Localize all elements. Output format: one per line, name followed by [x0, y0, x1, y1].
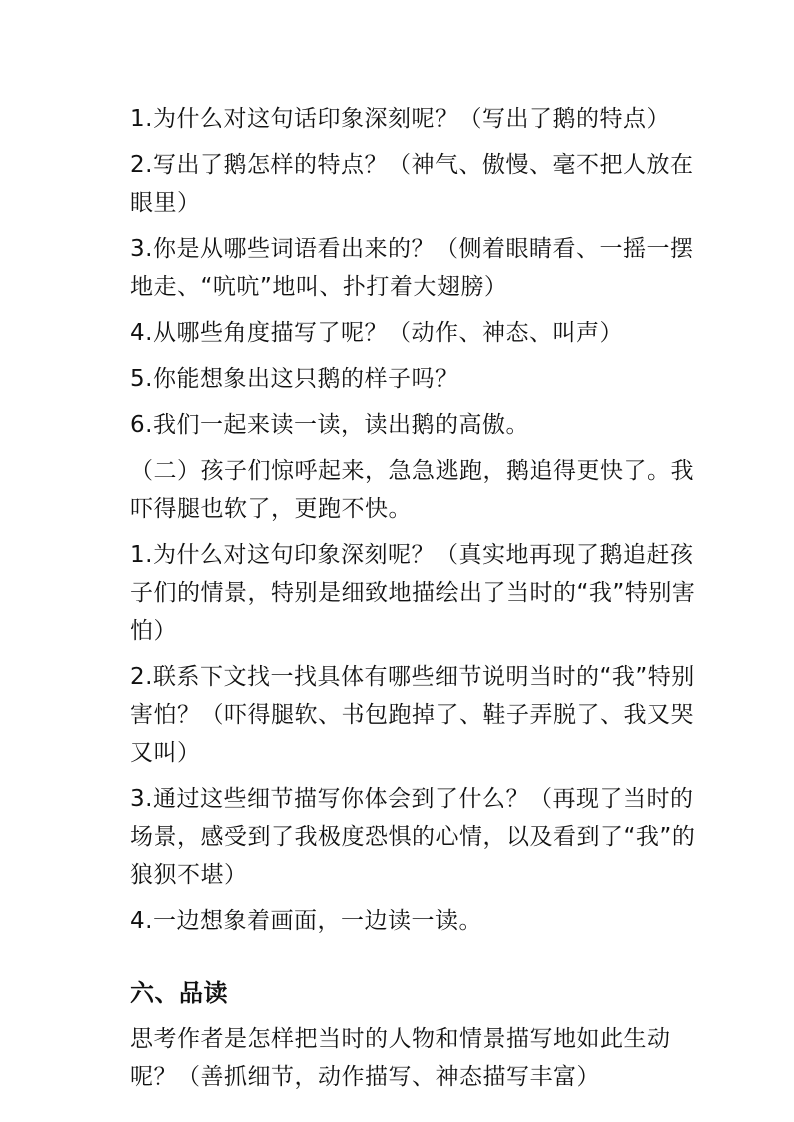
question-paragraph: 3.你是从哪些词语看出来的？（侧着眼睛看、一摇一摆地走、“吭吭”地叫、扑打着大翅膀） — [130, 236, 694, 300]
question-paragraph: 2.联系下文找一找具体有哪些细节说明当时的“我”特别害怕？（吓得腿软、书包跑掉了、鞋子弄脱了、我又哭又叫） — [130, 664, 695, 766]
section-heading: 六、品读 — [130, 979, 228, 1007]
text-excerpt-paragraph: （二）孩子们惊呼起来，急急逃跑，鹅追得更快了。我吓得腿也软了，更跑不快。 — [130, 458, 694, 522]
question-paragraph: 3.通过这些细节描写你体会到了什么？（再现了当时的场景，感受到了我极度恐惧的心情，以及看到了“我”的狼狈不堪） — [130, 786, 696, 888]
question-paragraph: 1.为什么对这句话印象深刻呢？（写出了鹅的特点） — [130, 106, 670, 132]
section-paragraph: 思考作者是怎样把当时的人物和情景描写地如此生动呢？（善抓细节，动作描写、神态描写丰富） — [130, 1026, 671, 1090]
question-paragraph: 2.写出了鹅怎样的特点？（神气、傲慢、毫不把人放在眼里） — [130, 152, 694, 216]
question-paragraph: 4.从哪些角度描写了呢？（动作、神态、叫声） — [130, 320, 623, 346]
question-paragraph: 6.我们一起来读一读，读出鹅的高傲。 — [130, 412, 529, 438]
question-paragraph: 1.为什么对这句印象深刻呢？（真实地再现了鹅追赶孩子们的情景，特别是细致地描绘出了当时的“我”特别害怕） — [130, 542, 696, 644]
question-paragraph: 5.你能想象出这只鹅的样子吗？ — [130, 366, 459, 392]
question-paragraph: 4.一边想象着画面，一边读一读。 — [130, 908, 482, 934]
document-body — [130, 100, 705, 1104]
